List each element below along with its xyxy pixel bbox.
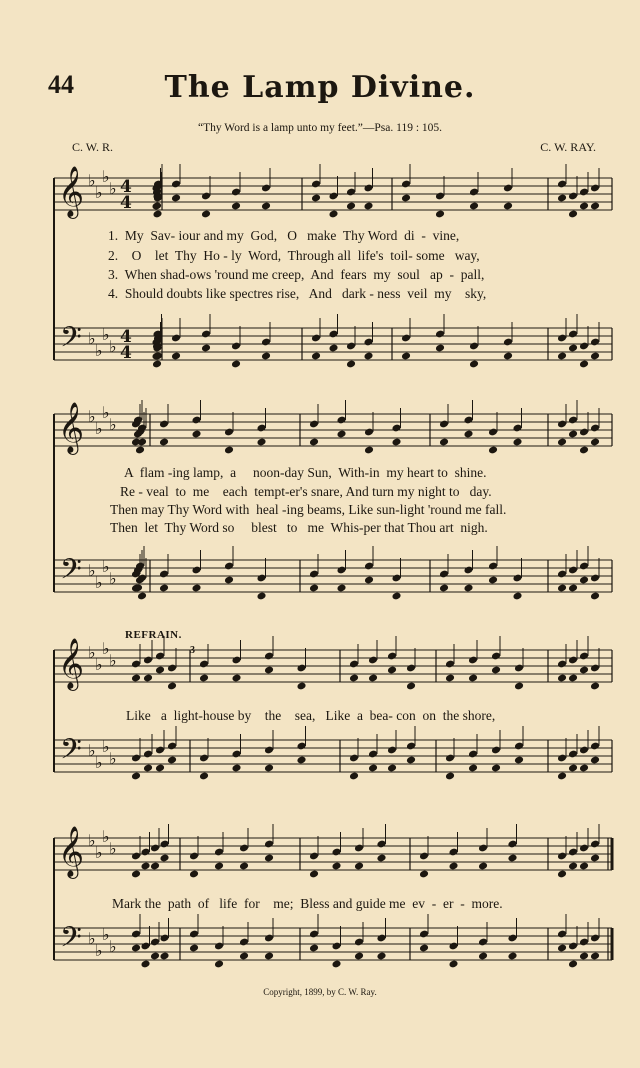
flat-sign: ♭ xyxy=(88,329,96,348)
note-head xyxy=(579,360,589,369)
note-head xyxy=(557,870,567,879)
flat-sign: ♭ xyxy=(102,639,110,658)
note-head xyxy=(224,576,234,585)
note-head xyxy=(256,592,266,601)
note-head xyxy=(135,446,145,455)
flat-sign: ♭ xyxy=(109,749,117,768)
note-head xyxy=(579,952,589,961)
note-head xyxy=(231,674,241,683)
flat-sign: ♭ xyxy=(109,839,117,858)
note-head xyxy=(167,756,177,765)
note-head xyxy=(445,772,455,781)
note-head xyxy=(256,438,266,447)
note-head xyxy=(590,202,600,211)
note-head xyxy=(151,202,161,211)
page-number: 44 xyxy=(48,70,74,99)
note-head xyxy=(579,862,589,871)
note-head xyxy=(264,854,274,863)
note-head xyxy=(354,952,364,961)
note-head xyxy=(590,438,600,447)
note-head xyxy=(150,862,160,871)
verse2-line-2: Re - veal to me each tempt-er's snare, And turn my night to day. xyxy=(120,484,492,499)
note-head xyxy=(264,952,274,961)
note-head xyxy=(503,202,513,211)
flat-sign: ♭ xyxy=(88,643,96,662)
refrain-line-1: Like a light-house by the sea, Like a bea- con on the shore, xyxy=(126,708,496,723)
note-head xyxy=(376,854,386,863)
note-head xyxy=(328,344,338,353)
verse-line-4: 4. Should doubts like spectres rise, And dark - ness veil my sky, xyxy=(108,286,487,301)
refrain-label: REFRAIN. xyxy=(125,629,182,641)
note-head xyxy=(201,210,211,219)
flat-sign: ♭ xyxy=(109,179,117,198)
note-head xyxy=(224,446,234,455)
note-head xyxy=(261,202,271,211)
flat-sign: ♭ xyxy=(109,569,117,588)
bass-clef: 𝄢 xyxy=(60,921,82,961)
note-head xyxy=(557,584,567,593)
note-head xyxy=(131,944,141,953)
treble-clef: 𝄞 xyxy=(58,638,85,689)
note-head xyxy=(368,764,378,773)
note-head xyxy=(331,862,341,871)
note-head xyxy=(191,584,201,593)
note-head xyxy=(463,584,473,593)
note-head xyxy=(368,674,378,683)
note-head xyxy=(349,674,359,683)
note-head xyxy=(557,352,567,361)
copyright-notice: Copyright, 1899, by C. W. Ray. xyxy=(263,987,377,997)
bass-clef: 𝄢 xyxy=(60,733,82,773)
note-head xyxy=(590,682,600,691)
note-head xyxy=(311,352,321,361)
note-head xyxy=(568,764,578,773)
note-head xyxy=(579,666,589,675)
note-head xyxy=(159,952,169,961)
flat-sign: ♭ xyxy=(88,171,96,190)
note-head xyxy=(514,756,524,765)
note-head xyxy=(159,584,169,593)
note-head xyxy=(406,756,416,765)
note-head xyxy=(201,344,211,353)
time-signature: 4 xyxy=(120,343,132,363)
note-head xyxy=(239,952,249,961)
verse2-line-3: Then may Thy Word with heal -ing beams, Like sun-light 'round me fall. xyxy=(110,502,507,517)
epigraph: “Thy Word is a lamp unto my feet.”—Psa. 119 : 105. xyxy=(197,122,443,134)
note-head xyxy=(406,682,416,691)
note-head xyxy=(214,862,224,871)
note-head xyxy=(568,344,578,353)
note-head xyxy=(514,682,524,691)
note-head xyxy=(231,202,241,211)
note-head xyxy=(439,584,449,593)
note-head xyxy=(463,430,473,439)
flat-sign: ♭ xyxy=(88,561,96,580)
note-head xyxy=(199,674,209,683)
note-head xyxy=(189,944,199,953)
note-head xyxy=(401,352,411,361)
note-head xyxy=(131,772,141,781)
note-head xyxy=(336,584,346,593)
note-head xyxy=(155,764,165,773)
note-head xyxy=(468,764,478,773)
note-head xyxy=(419,870,429,879)
note-head xyxy=(296,682,306,691)
note-head xyxy=(328,210,338,219)
note-head xyxy=(309,584,319,593)
flat-sign: ♭ xyxy=(95,843,103,862)
note-head xyxy=(435,344,445,353)
note-head xyxy=(311,194,321,203)
lyricist: C. W. R. xyxy=(72,140,114,154)
note-head xyxy=(137,438,147,447)
note-head xyxy=(391,592,401,601)
triplet-mark: 3 xyxy=(190,645,195,656)
flat-sign: ♭ xyxy=(88,831,96,850)
flat-sign: ♭ xyxy=(102,325,110,344)
verse2-line-4: Then let Thy Word so blest to me Whis-per that Thou art nigh. xyxy=(110,520,488,535)
note-head xyxy=(503,352,513,361)
time-signature: 4 xyxy=(120,327,132,347)
note-head xyxy=(391,438,401,447)
flat-sign: ♭ xyxy=(95,183,103,202)
treble-clef: 𝄞 xyxy=(58,826,85,877)
note-head xyxy=(363,352,373,361)
refrain-line-2: Mark the path of life for me; Bless and guide me ev - er - more. xyxy=(112,896,503,911)
note-head xyxy=(488,446,498,455)
flat-sign: ♭ xyxy=(102,167,110,186)
note-head xyxy=(579,576,589,585)
treble-clef: 𝄞 xyxy=(58,166,85,217)
hymn-title: The Lamp Divine. xyxy=(164,70,476,105)
note-head xyxy=(131,674,141,683)
flat-sign: ♭ xyxy=(95,941,103,960)
flat-sign: ♭ xyxy=(88,929,96,948)
note-head xyxy=(557,772,567,781)
note-head xyxy=(364,446,374,455)
note-head xyxy=(199,772,209,781)
note-head xyxy=(309,870,319,879)
note-head xyxy=(448,862,458,871)
flat-sign: ♭ xyxy=(102,557,110,576)
note-head xyxy=(171,352,181,361)
flat-sign: ♭ xyxy=(109,651,117,670)
note-head xyxy=(131,870,141,879)
note-head xyxy=(376,952,386,961)
note-head xyxy=(469,360,479,369)
note-head xyxy=(336,430,346,439)
note-head xyxy=(557,194,567,203)
note-head xyxy=(557,944,567,953)
note-head xyxy=(363,202,373,211)
note-head xyxy=(231,360,241,369)
treble-clef: 𝄞 xyxy=(58,402,85,453)
note-head xyxy=(159,854,169,863)
note-head xyxy=(579,446,589,455)
note-head xyxy=(296,756,306,765)
flat-sign: ♭ xyxy=(109,937,117,956)
note-head xyxy=(439,438,449,447)
note-head xyxy=(159,438,169,447)
note-head xyxy=(264,764,274,773)
note-head xyxy=(507,854,517,863)
composer: C. W. RAY. xyxy=(540,140,596,154)
note-head xyxy=(331,960,341,969)
note-head xyxy=(239,862,249,871)
note-head xyxy=(231,764,241,773)
flat-sign: ♭ xyxy=(95,655,103,674)
note-head xyxy=(435,210,445,219)
flat-sign: ♭ xyxy=(95,419,103,438)
note-head xyxy=(189,870,199,879)
note-head xyxy=(478,862,488,871)
note-head xyxy=(468,674,478,683)
note-head xyxy=(557,438,567,447)
note-head xyxy=(346,202,356,211)
flat-sign: ♭ xyxy=(102,827,110,846)
note-head xyxy=(167,682,177,691)
note-head xyxy=(590,592,600,601)
flat-sign: ♭ xyxy=(95,753,103,772)
time-signature: 4 xyxy=(120,177,132,197)
note-head xyxy=(191,430,201,439)
note-head xyxy=(507,952,517,961)
note-head xyxy=(568,960,578,969)
flat-sign: ♭ xyxy=(102,403,110,422)
note-head xyxy=(491,666,501,675)
note-head xyxy=(387,764,397,773)
note-head xyxy=(309,438,319,447)
note-head xyxy=(264,666,274,675)
bass-clef: 𝄢 xyxy=(60,553,82,593)
note-head xyxy=(143,764,153,773)
note-head xyxy=(568,210,578,219)
note-head xyxy=(143,674,153,683)
note-head xyxy=(512,438,522,447)
flat-sign: ♭ xyxy=(102,925,110,944)
verse-line-3: 3. When shad-ows 'round me creep, And fears my soul ap - pall, xyxy=(108,267,485,282)
note-head xyxy=(364,576,374,585)
note-head xyxy=(214,960,224,969)
note-head xyxy=(488,576,498,585)
note-head xyxy=(448,960,458,969)
note-head xyxy=(261,352,271,361)
note-head xyxy=(478,952,488,961)
note-head xyxy=(137,592,147,601)
note-head xyxy=(445,674,455,683)
note-head xyxy=(140,960,150,969)
note-head xyxy=(155,666,165,675)
flat-sign: ♭ xyxy=(102,737,110,756)
note-head xyxy=(579,764,589,773)
verse-line-2: 2. O let Thy Ho - ly Word, Through all life's toil- some way, xyxy=(108,248,480,263)
bass-clef: 𝄢 xyxy=(60,321,82,361)
note-head xyxy=(590,756,600,765)
note-head xyxy=(568,584,578,593)
note-head xyxy=(512,592,522,601)
note-head xyxy=(590,854,600,863)
note-head xyxy=(150,952,160,961)
note-head xyxy=(354,862,364,871)
note-head xyxy=(419,944,429,953)
flat-sign: ♭ xyxy=(109,337,117,356)
note-head xyxy=(590,352,600,361)
time-signature: 4 xyxy=(120,193,132,213)
note-head xyxy=(568,862,578,871)
flat-sign: ♭ xyxy=(95,573,103,592)
flat-sign: ♭ xyxy=(88,741,96,760)
note-head xyxy=(491,764,501,773)
note-head xyxy=(568,674,578,683)
flat-sign: ♭ xyxy=(88,407,96,426)
note-head xyxy=(152,210,162,219)
note-head xyxy=(387,666,397,675)
note-head xyxy=(401,194,411,203)
note-head xyxy=(568,430,578,439)
note-head xyxy=(152,360,162,369)
flat-sign: ♭ xyxy=(109,415,117,434)
note-head xyxy=(346,360,356,369)
verse-line-1: 1. My Sav- iour and my God, O make Thy Word di - vine, xyxy=(108,228,460,243)
note-head xyxy=(140,862,150,871)
note-head xyxy=(349,772,359,781)
note-head xyxy=(171,194,181,203)
verse2-line-1: A flam -ing lamp, a noon-day Sun, With-in my heart to shine. xyxy=(124,465,487,480)
note-head xyxy=(309,944,319,953)
note-head xyxy=(469,202,479,211)
note-head xyxy=(557,674,567,683)
note-head xyxy=(579,202,589,211)
note-head xyxy=(590,952,600,961)
flat-sign: ♭ xyxy=(95,341,103,360)
